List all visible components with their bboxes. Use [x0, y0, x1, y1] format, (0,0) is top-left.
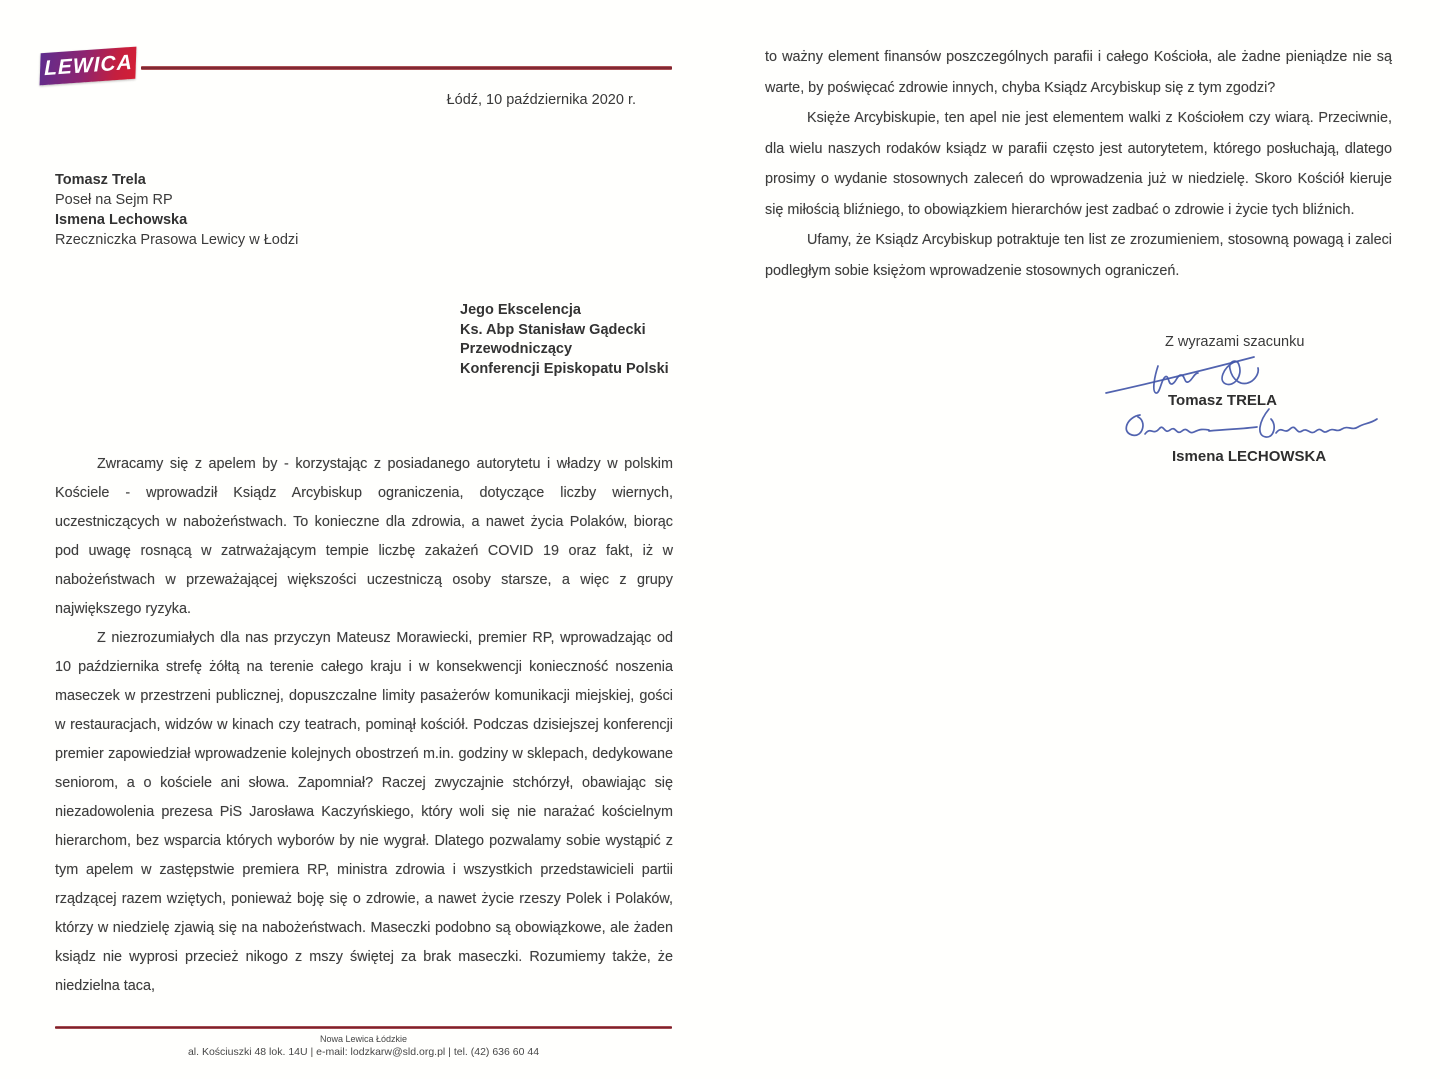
letter-date: Łódź, 10 października 2020 r.: [446, 92, 636, 108]
lewica-logo: [40, 47, 137, 86]
page2-body: [765, 42, 1392, 286]
recipient-block: [460, 301, 669, 379]
footer-contact: al. Kościuszki 48 lok. 14U | e-mail: lodzkarw@sld.org.pl | tel. (42) 636 60 44: [187, 1046, 540, 1058]
paragraph: Zwracamy się z apelem by - korzystając z posiadanego autorytetu i władzy w polskim Kościele - wprowadził Ksiądz Arcybiskup ograniczenia, dotyczące liczby wiernych, uczestniczących w nabożeństwach. To konieczne dla zdrowia, a nawet życia Polaków, biorąc pod uwagę rosnącą w zatrważającym tempie liczbę zakażeń COVID 19 oraz fakt, iż w nabożeństwach w przeważającej większości uczestniczą osoby starsze, a więc z grupy największego ryzyka.: [55, 456, 673, 617]
signature1-name: Tomasz TRELA: [1168, 392, 1277, 409]
paragraph: Z niezrozumiałych dla nas przyczyn Mateusz Morawiecki, premier RP, wprowadzając od 10 października strefę żółtą na terenie całego kraju i w konsekwencji konieczność noszenia maseczek w przestrzeni publicznej, dopuszczalne limity pasażerów komunikacji miejskiej, gości w restauracjach, widzów w kinach czy teatrach, pominął kościół. Podczas dzisiejszej konferencji premier zapowiedział wprowadzenie kolejnych obostrzeń m.in. godziny w sklepach, dedykowane seniorom, a o kościele ani słowa. Zapomniał? Raczej zwyczajnie stchórzył, obawiając się niezadowolenia prezesa PiS Jarosława Kaczyńskiego, który woli się nie narażać kościelnym hierarchom, bez wsparcia których wyborów by nie wygrał. Dlatego pozwalamy sobie wystąpić z tym apelem w zastępstwie premiera RP, ministra zdrowia i wszystkich przedstawicieli partii rządzącej razem wziętych, ponieważ boję się o zdrowie, a nawet życie rzeszy Polek i Polaków, którzy w niedzielę zjawią się na nabożeństwach. Maseczki podobno są obowiązkowe, ale żaden ksiądz nie wyprosi przecież nikogo z mszy świętej za brak maseczki. Rozumiemy także, że niedzielna taca,: [55, 630, 673, 994]
recipient-line-3: Przewodniczący: [460, 341, 573, 357]
paragraph: to ważny element finansów poszczególnych parafii i całego Kościoła, ale żadne pieniądze nie są warte, by poświęcać zdrowie innych, chyba Ksiądz Arcybiskup się z tym zgodzi?: [765, 49, 1392, 96]
paragraph: Ufamy, że Ksiądz Arcybiskup potraktuje ten list ze zrozumieniem, stosowną powagą i zaleci podległym sobie księżom wprowadzenie stosownych ograniczeń.: [765, 232, 1392, 279]
footer-org: Nowa Lewica Łódzkie: [319, 1034, 408, 1044]
paragraph: Księże Arcybiskupie, ten apel nie jest elementem walki z Kościołem czy wiarą. Przeciwnie, dla wielu naszych rodaków ksiądz w parafii często jest autorytetem, którego posłuchają, dlatego prosimy o wydanie stosownych zaleceń do wprowadzenia już w niedzielę. Skoro Kościół kieruje się miłością bliźniego, to obowiązkiem hierarchów jest zadbać o zdrowie i życie tych bliźnich.: [765, 110, 1392, 218]
sender-role-1: Poseł na Sejm RP: [55, 192, 173, 208]
recipient-line-4: Konferencji Episkopatu Polski: [460, 360, 669, 377]
page1-body: [55, 450, 673, 1001]
sender-name-2: Ismena Lechowska: [55, 212, 188, 228]
sender-block: [55, 170, 298, 250]
sender-role-2: Rzeczniczka Prasowa Lewicy w Łodzi: [55, 232, 299, 248]
sender-name-1: Tomasz Trela: [55, 172, 146, 188]
closing-line: Z wyrazami szacunku: [1165, 334, 1305, 350]
signature2-name: Ismena LECHOWSKA: [1172, 448, 1327, 465]
lewica-logo-text: LEWICA: [43, 50, 133, 81]
page1-footer: [55, 1033, 672, 1059]
header-rule: [141, 66, 672, 70]
recipient-line-1: Jego Ekscelencja: [460, 302, 581, 318]
recipient-line-2: Ks. Abp Stanisław Gądecki: [460, 321, 646, 338]
footer-rule: [55, 1026, 672, 1029]
